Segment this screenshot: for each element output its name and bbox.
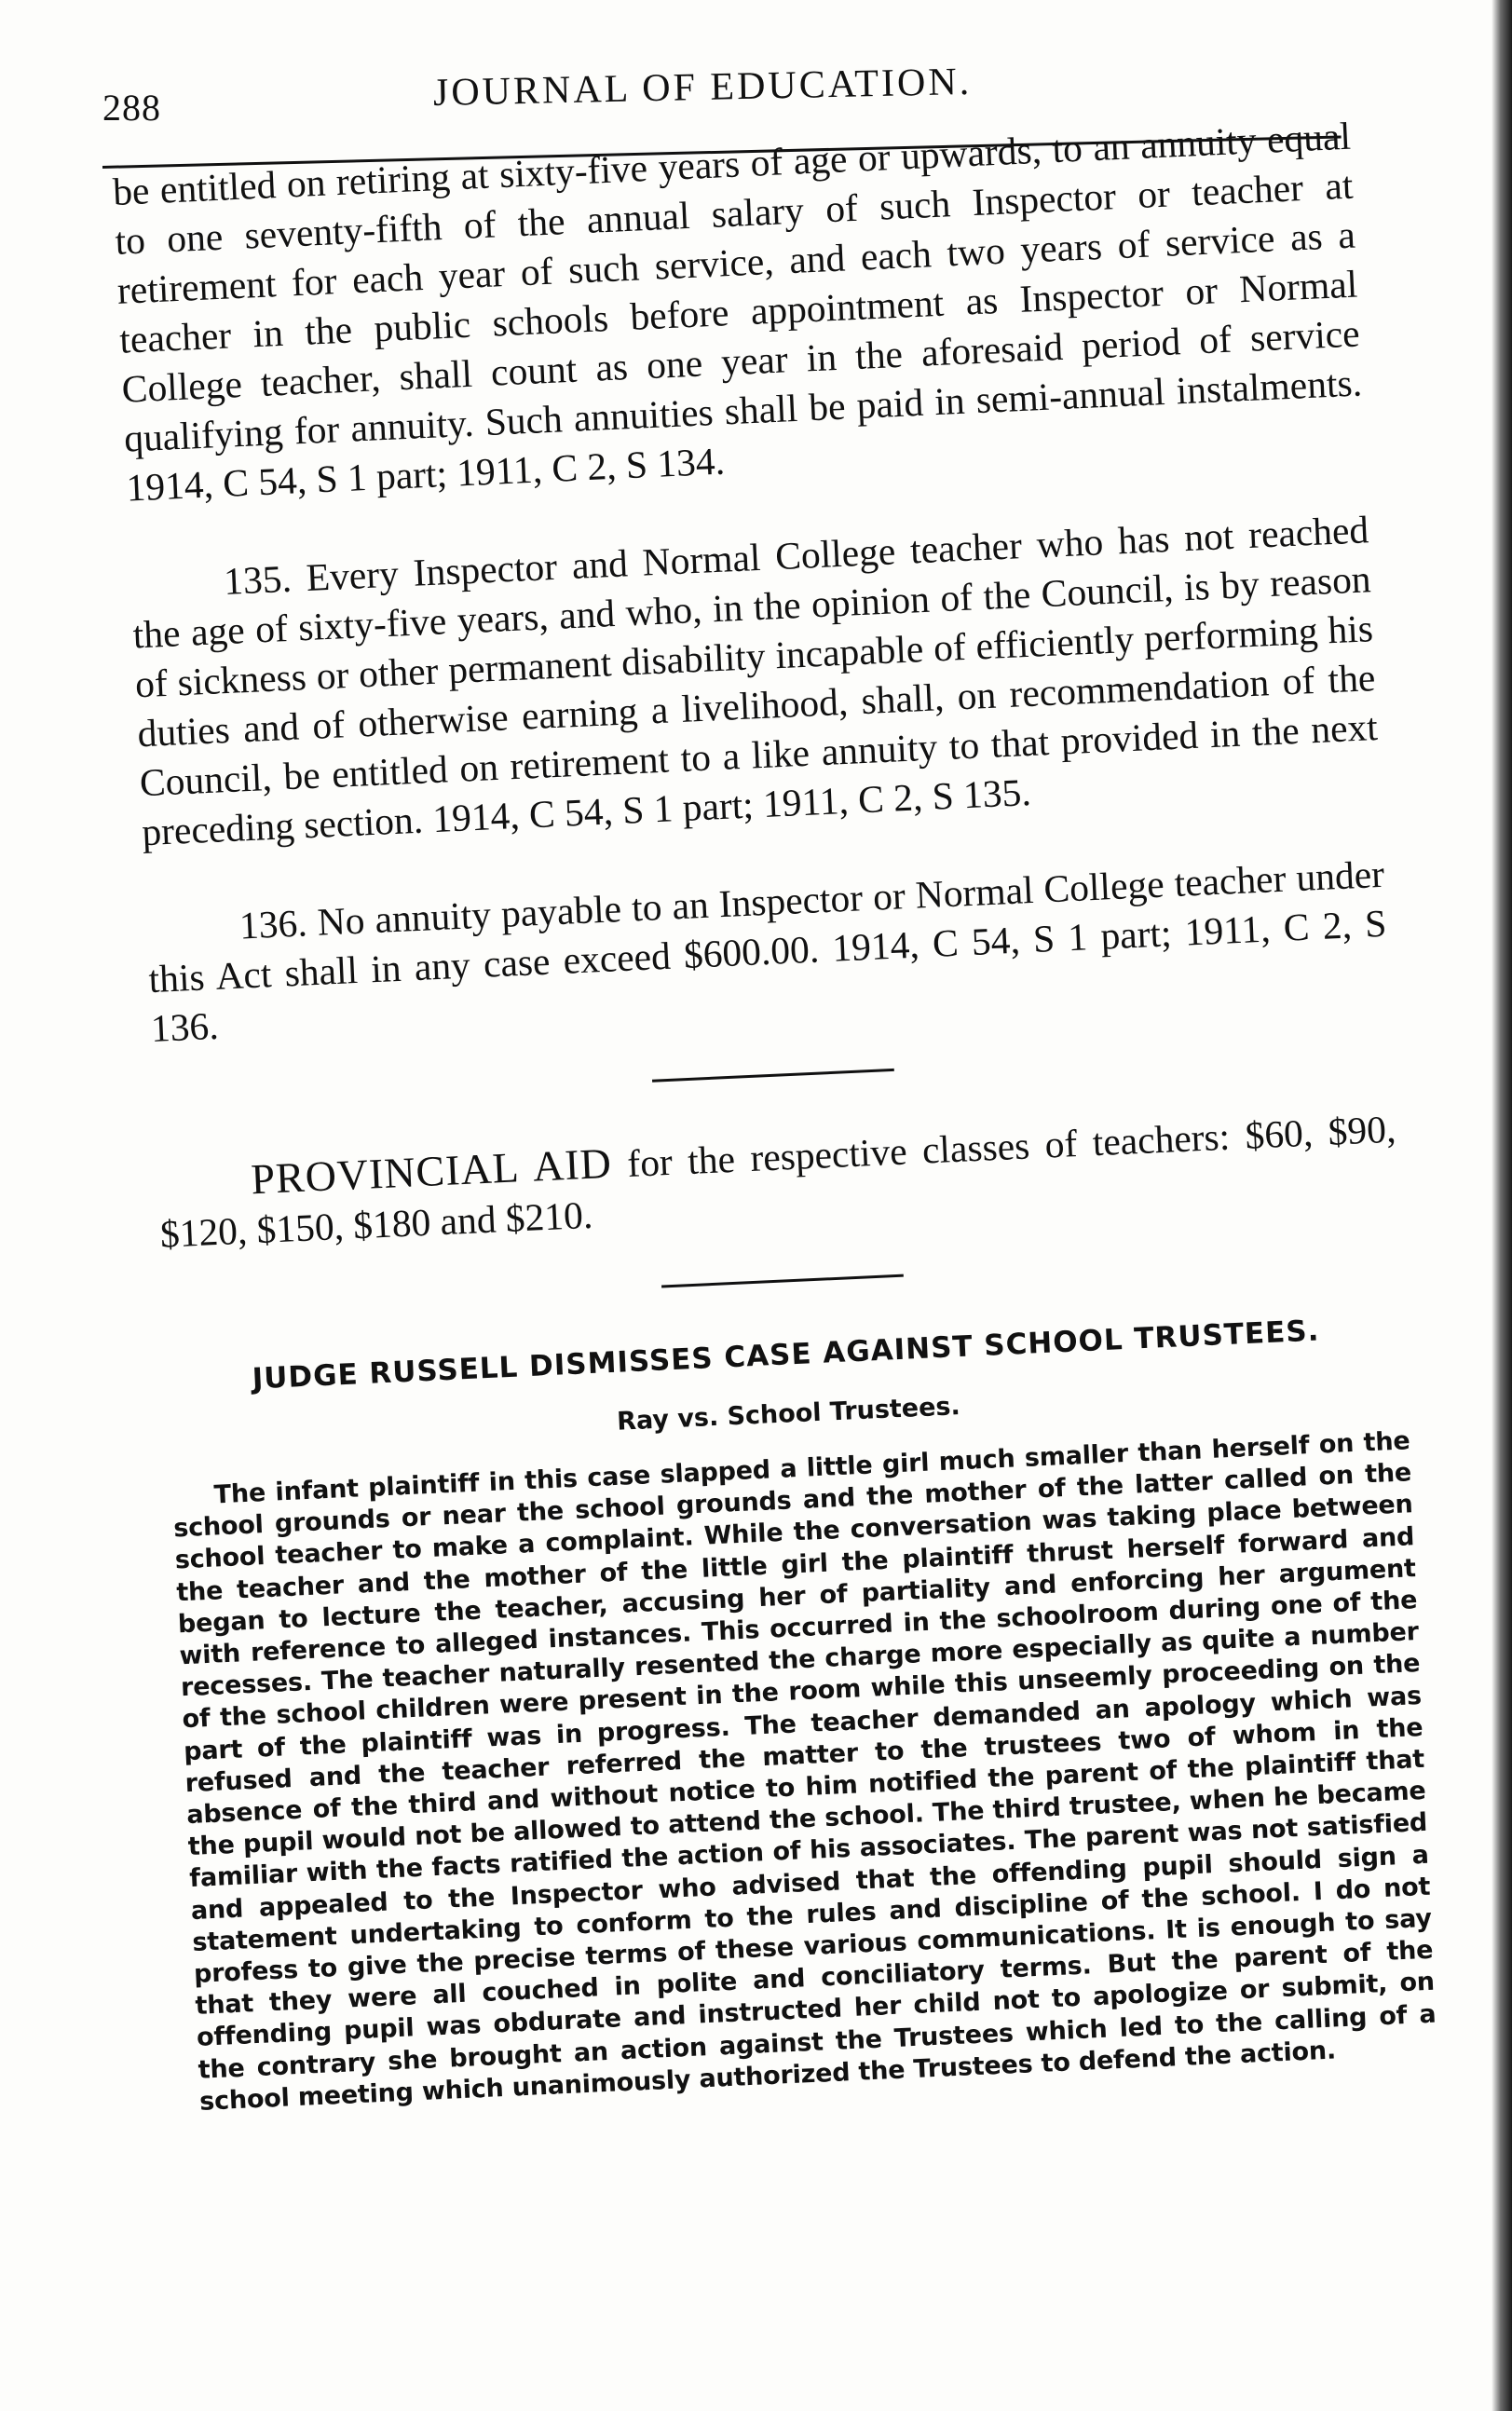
journal-title: JOURNAL OF EDUCATION. [432,60,973,115]
main-text-column [112,112,1440,2167]
provincial-aid-lead: PROVINCIAL AID [250,1138,613,1204]
article-subhead: Ray vs. School Trustees. [616,1392,961,1437]
paragraph-134-continued: be entitled on retiring at sixty-five years of age or upwards, to an annuity equal to one seventy-fifth of the annual salary of such Inspector or teacher at retirement for each year of such service, and each two years of service as a teacher in the public schools before appointment as Inspector or Normal College teacher, shall count as one year in the aforesaid period of service qualifying for annuity. Such annuities shall be paid in semi-annual instalments. 1914, C 54, S 1 part; 1911, C 2, S 134. [112,114,1363,510]
section-divider [661,1274,904,1288]
paragraph-135: 135. Every Inspector and Normal College teacher who has not reached the age of sixty-five years, and who, in the opinion of the Council, is by reason of sickness or other permanent disability incapable of efficiently performing his duties and of otherwise earning a livelihood, shall, on recommendation of the Council, be entitled on retirement to a like annuity to that provided in the next preceding section. 1914, C 54, S 1 part; 1911, C 2, S 135. [131,508,1379,854]
page-header [102,54,1369,129]
scan-edge-shadow [1492,0,1512,2411]
section-divider [652,1069,894,1083]
page-number: 288 [102,87,161,129]
paragraph-136: 136. No annuity payable to an Inspector or Normal College teacher under this Act shall in any case exceed $600.00. 1914, C 54, S 1 part; 1911, C 2, S 136. [147,851,1388,1051]
article-body: The infant plaintiff in this case slapped a little girl much smaller than herself on the school grounds or near the school grounds and the mother of the latter called on the school teacher to make a complaint. While the conversation was taking place between the teacher and the mother of the little girl the plaintiff thrust herself forward and began to lecture the teacher, accusing her of partiality and enforcing her argument with reference to alleged instances. This occurred in the schoolroom during one of the recesses. The teacher naturally resented the charge more especially as quite a number of the school children were present in the room while this unseemly proceeding on the part of the plaintiff was in progress. The teacher demanded an apology which was refused and the teacher referred the matter to the trustees two of whom in the absence of the third and without notice to him notified the parent of the plaintiff that the pupil would not be allowed to attend the school. The third trustee, when he became familiar with the facts ratified the action of his associates. The parent was not satisfied and appealed to the Inspector who advised that the offending pupil should sign a statement undertaking to conform to the rules and discipline of the school. I do not profess to give the precise terms of these various communications. It is enough to say that they were all couched in polite and conciliatory terms. But the parent of the offending pupil was obdurate and instructed her child not to apologize or submit, on the contrary she brought an action against the Trustees which led to the calling of a school meeting which unanimously authorized the Trustees to defend the action. [172,1426,1437,2117]
provincial-aid-text: for the respective classes of teachers: $60, $90, $120, $150, $180 and $210. [158,1107,1397,1256]
provincial-aid-paragraph [157,1103,1399,1260]
article-headline: JUDGE RUSSELL DISMISSES CASE AGAINST SCHOOL TRUSTEES. [251,1314,1321,1396]
